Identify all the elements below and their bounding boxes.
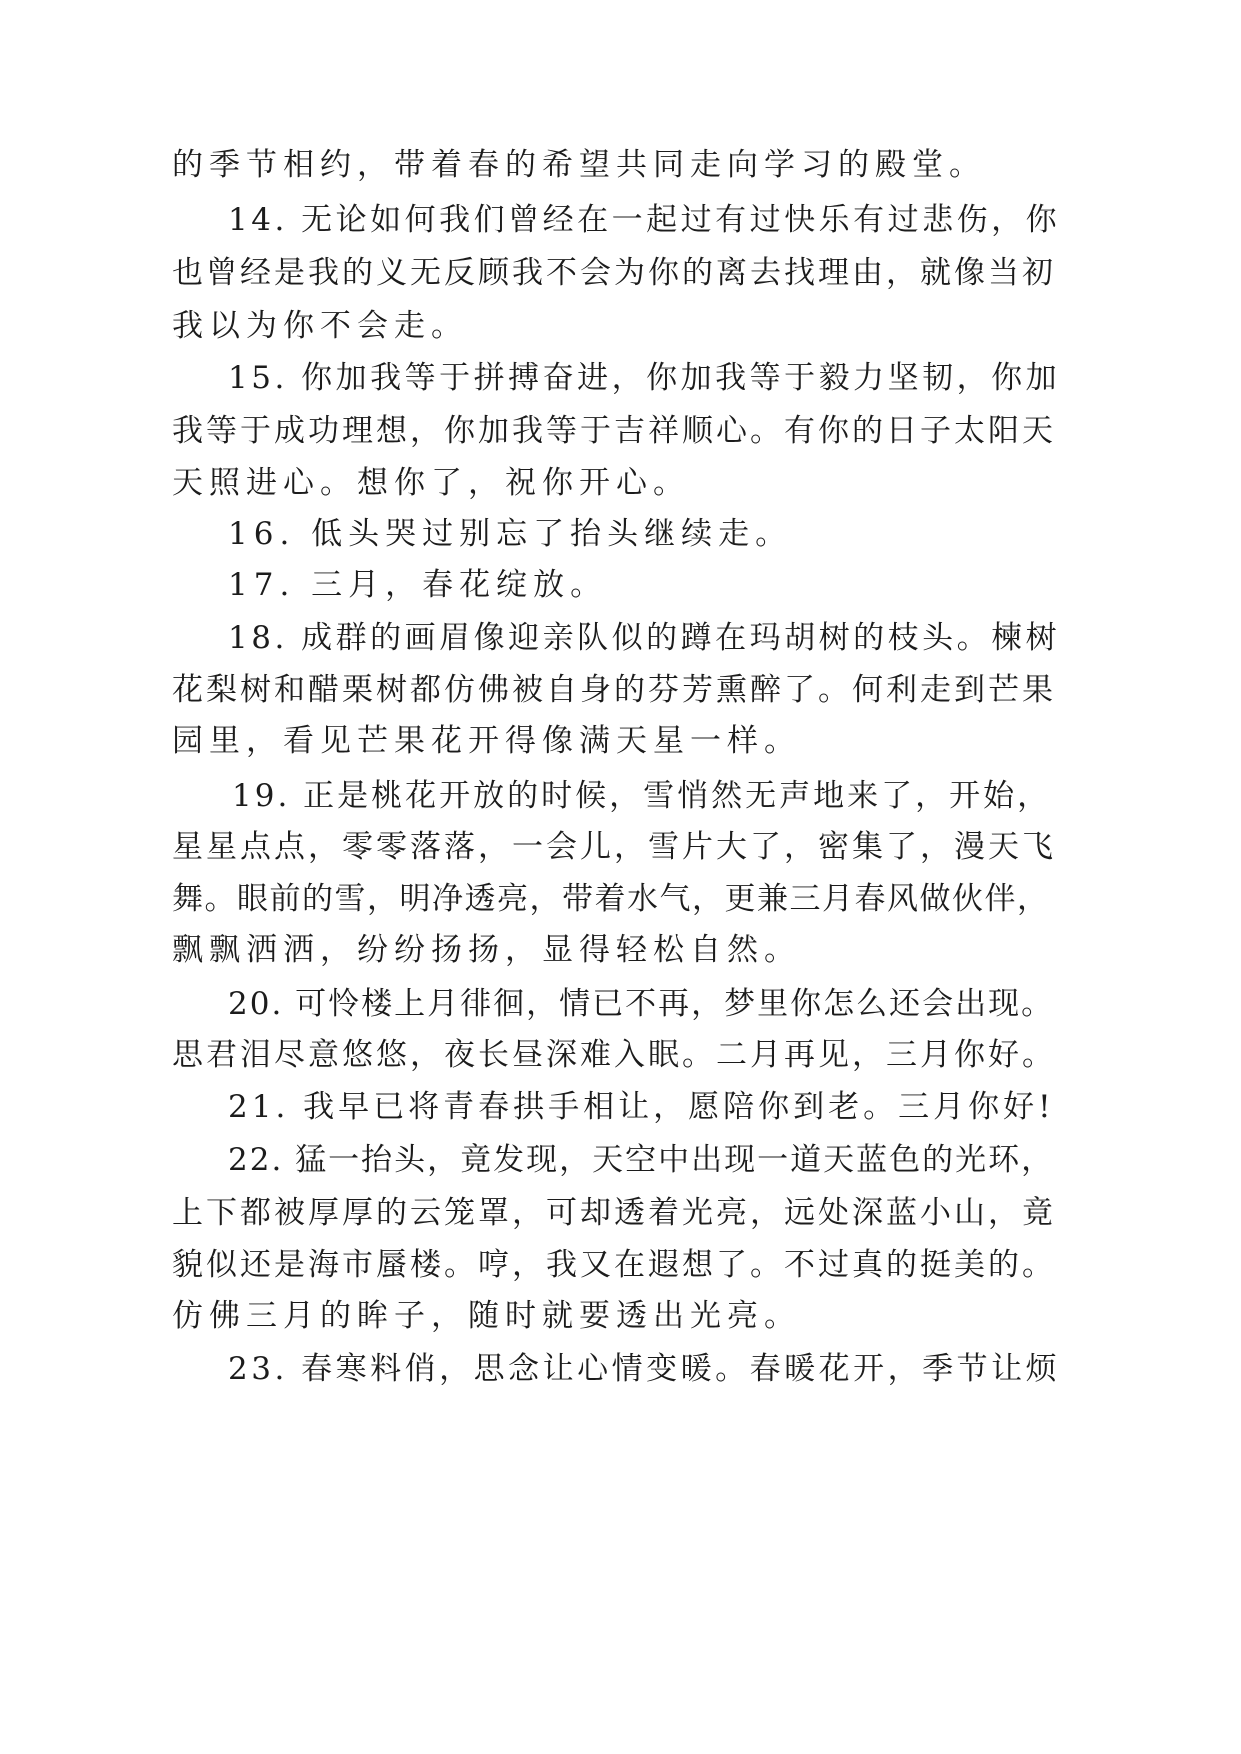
text-line: 的季节相约，带着春的希望共同走向学习的殿堂。 bbox=[172, 147, 986, 183]
text-line: 也曾经是我的义无反顾我不会为你的离去找理由，就像当初 bbox=[172, 255, 1056, 291]
text-line: 我以为你不会走。 bbox=[172, 308, 468, 344]
text-line: 21. 我早已将青春拱手相让，愿陪你到老。三月你好! bbox=[228, 1089, 1055, 1125]
text-line: 14. 无论如何我们曾经在一起过有过快乐有过悲伤，你 bbox=[228, 202, 1061, 238]
text-line: 17. 三月，春花绽放。 bbox=[228, 567, 608, 603]
text-line: 星星点点，零零落落，一会儿，雪片大了，密集了，漫天飞 bbox=[172, 829, 1056, 865]
text-line: 思君泪尽意悠悠，夜长昼深难入眠。二月再见，三月你好。 bbox=[172, 1037, 1056, 1073]
text-line: 15. 你加我等于拼搏奋进，你加我等于毅力坚韧，你加 bbox=[228, 360, 1061, 396]
text-line: 上下都被厚厚的云笼罩，可却透着光亮，远处深蓝小山，竟 bbox=[172, 1195, 1056, 1231]
text-line: 仿佛三月的眸子，随时就要透出光亮。 bbox=[172, 1298, 801, 1334]
text-line: 16. 低头哭过别忘了抬头继续走。 bbox=[228, 516, 793, 552]
text-line: 花梨树和醋栗树都仿佛被自身的芬芳熏醉了。何利走到芒果 bbox=[172, 672, 1056, 708]
text-line: 貌似还是海市蜃楼。哼，我又在遐想了。不过真的挺美的。 bbox=[172, 1247, 1056, 1283]
text-line: 园里，看见芒果花开得像满天星一样。 bbox=[172, 723, 801, 759]
text-line: 18. 成群的画眉像迎亲队似的蹲在玛胡树的枝头。楝树 bbox=[228, 620, 1061, 656]
text-line: 我等于成功理想，你加我等于吉祥顺心。有你的日子太阳天 bbox=[172, 413, 1056, 449]
text-line: 舞。眼前的雪，明净透亮，带着水气，更兼三月春风做伙伴， bbox=[172, 881, 1050, 917]
text-line: 19. 正是桃花开放的时候，雪悄然无声地来了，开始， bbox=[232, 778, 1052, 814]
text-line: 20. 可怜楼上月徘徊，情已不再，梦里你怎么还会出现。 bbox=[228, 986, 1055, 1022]
text-line: 23. 春寒料俏，思念让心情变暖。春暖花开，季节让烦 bbox=[228, 1351, 1061, 1387]
text-line: 天照进心。想你了，祝你开心。 bbox=[172, 465, 690, 501]
text-line: 22. 猛一抬头，竟发现，天空中出现一道天蓝色的光环， bbox=[228, 1142, 1055, 1178]
text-line: 飘飘洒洒，纷纷扬扬，显得轻松自然。 bbox=[172, 932, 801, 968]
